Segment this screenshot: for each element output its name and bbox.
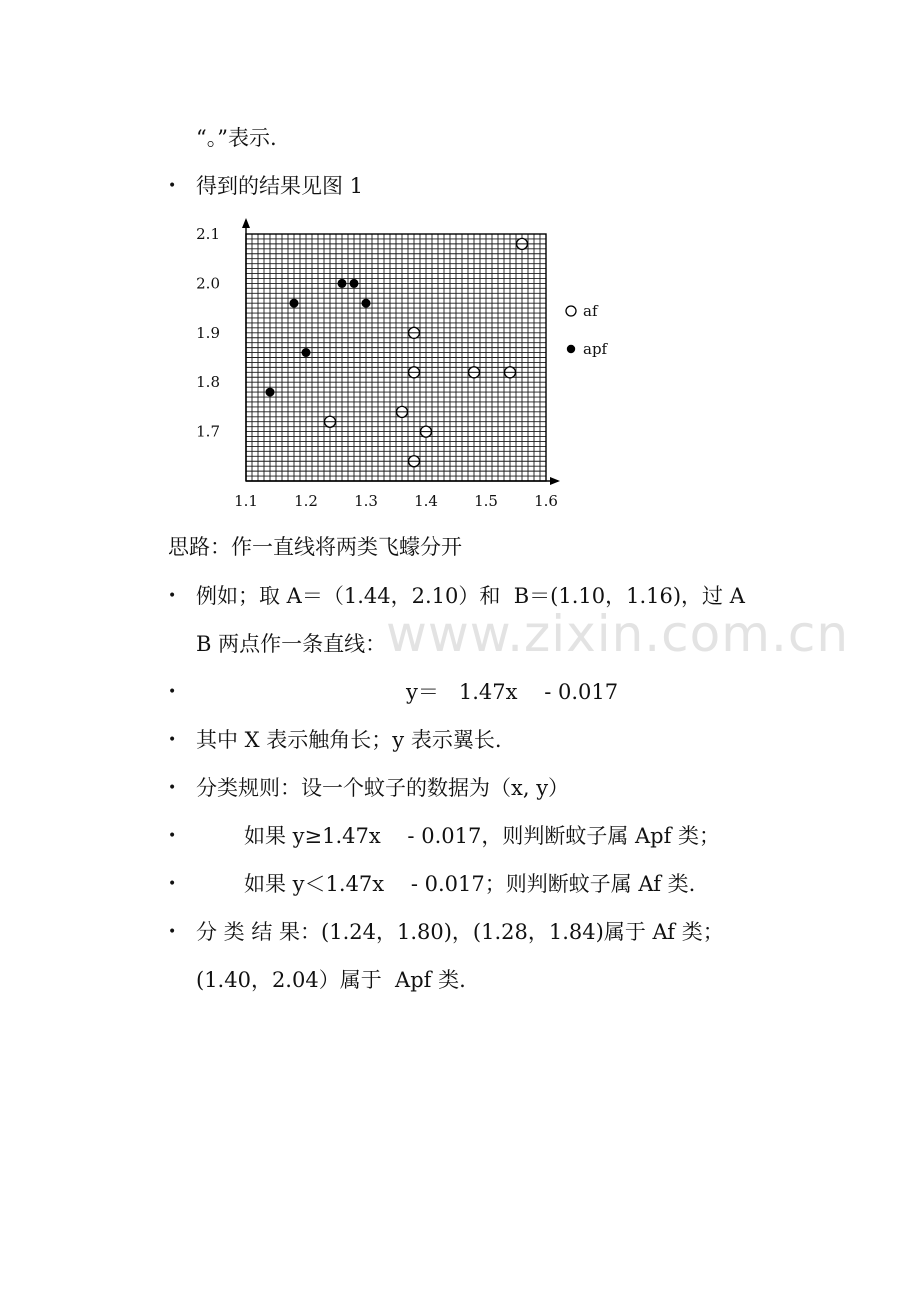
legend-label: apf [583,340,608,358]
paragraph-line: 分类规则：设一个蚊子的数据为（x, y） [196,776,570,800]
paragraph-line: 得到的结果见图 1 [196,174,364,198]
y-tick-label: 1.9 [196,323,220,342]
x-axis-arrow [550,477,560,485]
point-apf [350,279,359,288]
bullet-marker: • [168,178,177,194]
legend-marker-af [566,306,576,316]
x-tick-label: 1.5 [474,492,498,510]
paragraph-line: (1.40，2.04）属于 Apf 类. [196,968,466,992]
paragraph-line: 分 类 结 果：(1.24，1.80)，(1.28，1.84)属于 Af 类； [196,920,724,944]
legend-label: af [583,302,598,320]
scatter-chart [180,212,608,512]
point-apf [290,299,299,308]
paragraph-line: 其中 X 表示触角长；y 表示翼长. [196,728,502,752]
y-axis-arrow [242,218,250,228]
paragraph-line: 例如；取 A＝（1.44，2.10）和 B＝(1.10，1.16)，过 A [196,584,745,608]
point-apf [266,388,275,397]
bullet-marker: • [168,828,177,844]
paragraph-line: 思路：作一直线将两类飞蠓分开 [168,535,462,559]
paragraph-line: 如果 y＜1.47x - 0.017；则判断蚊子属 Af 类. [244,872,696,896]
y-tick-label: 1.8 [196,373,220,392]
paragraph-line: y＝ 1.47x - 0.017 [406,680,619,704]
y-tick-label: 2.0 [196,274,220,293]
y-tick-label: 2.1 [196,225,220,243]
paragraph-line: “。”表示. [196,126,277,150]
x-tick-label: 1.4 [414,492,438,510]
x-tick-label: 1.3 [354,492,378,510]
x-tick-label: 1.6 [534,492,558,510]
x-tick-label: 1.2 [294,492,318,510]
x-tick-label: 1.1 [234,492,258,510]
watermark: www.zixin.com.cn [386,605,850,663]
y-tick-label: 1.7 [196,422,220,441]
point-apf [362,299,371,308]
bullet-marker: • [168,876,177,892]
bullet-marker: • [168,684,177,700]
paragraph-line: 如果 y≥1.47x - 0.017，则判断蚊子属 Apf 类； [244,824,721,848]
bullet-marker: • [168,924,177,940]
point-apf [338,279,347,288]
point-apf [302,348,311,357]
legend-marker-apf [567,345,575,353]
bullet-marker: • [168,780,177,796]
paragraph-line: B 两点作一条直线： [196,632,387,656]
bullet-marker: • [168,732,177,748]
bullet-marker: • [168,588,177,604]
